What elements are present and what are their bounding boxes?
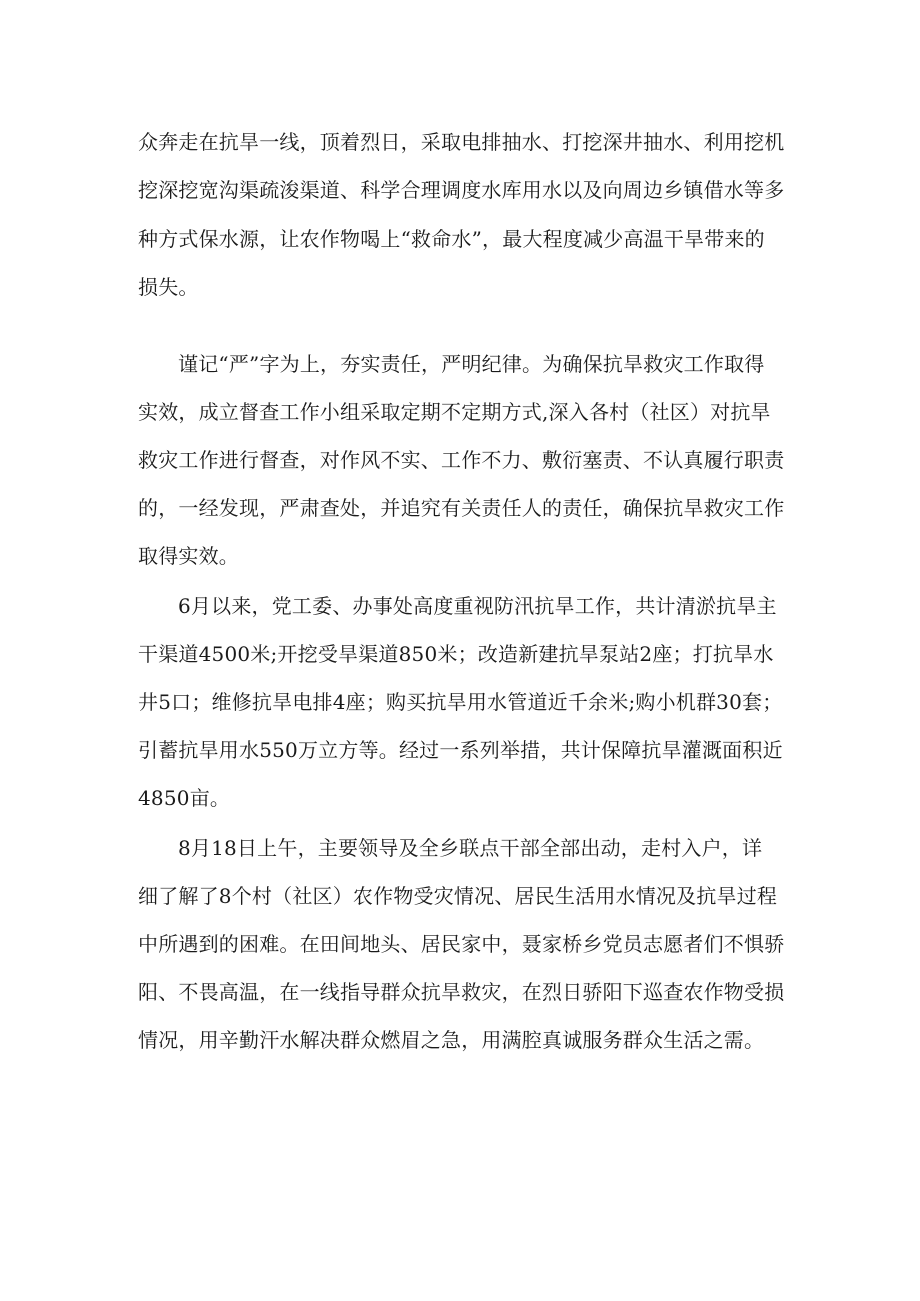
text-line: 挖深挖宽沟渠疏浚渠道、科学合理调度水库用水以及向周边乡镇借水等多 xyxy=(138,178,785,202)
text-line: 中所遇到的困难。在田间地头、居民家中，聂家桥乡党员志愿者们不惧骄 xyxy=(138,932,785,956)
text-line: 众奔走在抗旱一线，顶着烈日，采取电排抽水、打挖深井抽水、利用挖机 xyxy=(138,130,785,154)
text-line: 情况，用辛勤汗水解决群众燃眉之急，用满腔真诚服务群众生活之需。 xyxy=(138,1028,765,1052)
text-line: 6月以来，党工委、办事处高度重视防汛抗旱工作，共计清淤抗旱主 xyxy=(178,594,777,618)
text-line: 救灾工作进行督查，对作风不实、工作不力、敷衍塞责、不认真履行职责 xyxy=(138,448,785,472)
text-line: 干渠道4500米;开挖受旱渠道850米；改造新建抗旱泵站2座；打抗旱水 xyxy=(138,642,774,666)
text-line: 引蓄抗旱用水550万立方等。经过一系列举措，共计保障抗旱灌溉面积近 xyxy=(138,738,783,762)
text-line: 谨记“严”字为上，夯实责任，严明纪律。为确保抗旱救灾工作取得 xyxy=(178,352,765,376)
text-line: 4850亩。 xyxy=(138,786,231,810)
text-line: 的，一经发现，严肃查处，并追究有关责任人的责任，确保抗旱救灾工作 xyxy=(138,496,785,520)
text-line: 实效，成立督查工作小组采取定期不定期方式,深入各村（社区）对抗旱 xyxy=(138,400,771,424)
text-line: 细了解了8个村（社区）农作物受灾情况、居民生活用水情况及抗旱过程 xyxy=(138,884,778,908)
text-line: 8月18日上午，主要领导及全乡联点干部全部出动，走村入户，详 xyxy=(178,836,763,860)
text-line: 阳、不畏高温，在一线指导群众抗旱救灾，在烈日骄阳下巡查农作物受损 xyxy=(138,980,785,1004)
text-line: 取得实效。 xyxy=(138,544,239,568)
text-line: 种方式保水源，让农作物喝上“救命水”，最大程度减少高温干旱带来的 xyxy=(138,227,765,251)
text-line: 损失。 xyxy=(138,275,199,299)
text-line: 井5口；维修抗旱电排4座；购买抗旱用水管道近千余米;购小机群30套； xyxy=(138,690,783,714)
